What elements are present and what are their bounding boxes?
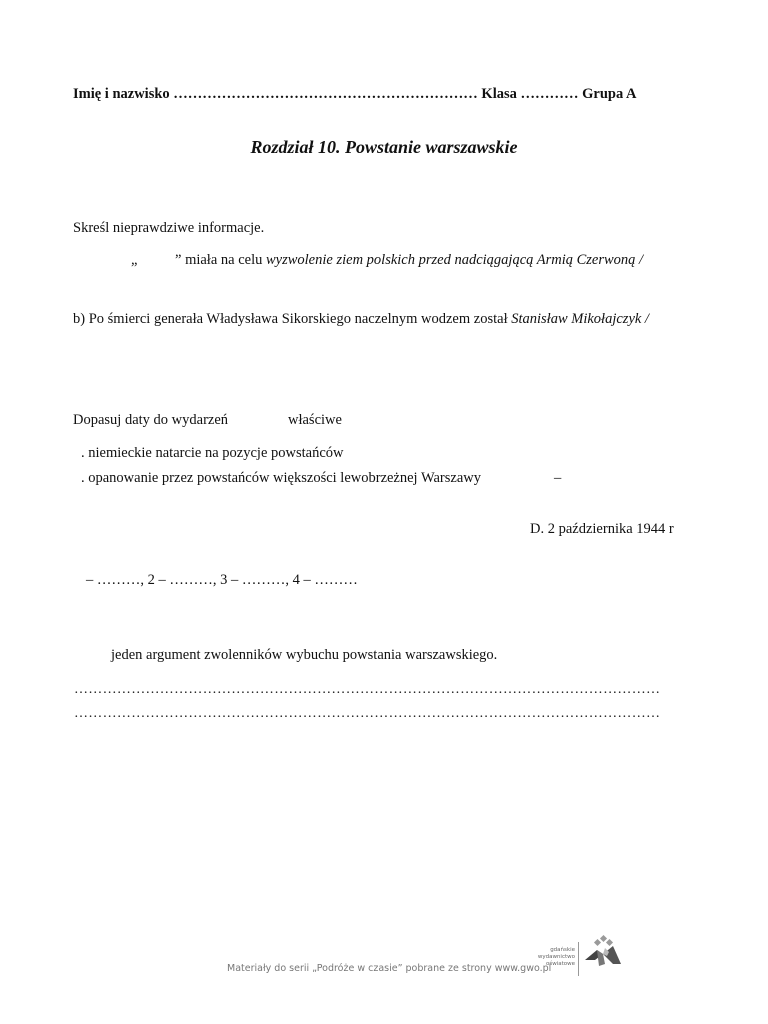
task1-line-a-text: miała na celu [185,252,263,268]
logo-divider [578,942,579,976]
group-label: Grupa A [582,86,637,102]
task1-line-b [73,311,649,328]
task2-date-d: D. 2 października 1944 r [530,521,674,537]
task3-instruction: jeden argument zwolenników wybuchu powstania warszawskiego. [111,647,498,663]
publisher-logo-icon [583,934,623,975]
task2-instruction: Dopasuj daty do wydarzeń [73,412,229,428]
task1-line-b-option[interactable]: Stanisław Mikołajczyk / [511,311,649,327]
task2-answer-line[interactable]: – ………, 2 – ………, 3 – ………, 4 – ……… [86,572,358,588]
task2-instruction-extra: właściwe [288,412,342,428]
task2-item-2: . opanowanie przez powstańców większości lewobrzeżnej Warszawy [81,470,481,486]
name-field[interactable]: ……………………………………………………… [173,86,478,102]
task1-line-a [175,252,643,269]
task2-item-2-dash: – [554,470,562,486]
task2-item-1: . niemieckie natarcie na pozycje powstańców [81,445,344,461]
class-field[interactable]: ………… [520,86,579,102]
task1-quote-open: „ [131,252,138,268]
class-label: Klasa [481,86,517,102]
task1-quote-close: ” [175,252,182,268]
task3-answer-line-1[interactable]: …………………………………………………………………………………………………………… [74,682,661,697]
task3-answer-line-2[interactable]: …………………………………………………………………………………………………………… [74,706,661,721]
publisher-logo-text: gdańskie wydawnictwo oświatowe [537,947,575,967]
footer-text: Materiały do serii „Podróże w czasie” pobrane ze strony www.gwo.pl [227,963,552,974]
page-title: Rozdział 10. Powstanie warszawskie [250,137,518,157]
name-label: Imię i nazwisko [73,86,170,102]
student-header [73,86,637,103]
task1-line-a-option[interactable]: wyzwolenie ziem polskich przed nadciągającą Armią Czerwoną / [265,252,644,268]
task1-line-b-text: b) Po śmierci generała Władysława Sikorskiego naczelnym wodzem został [73,311,508,327]
task1-instruction: Skreśl nieprawdziwe informacje. [73,220,265,236]
